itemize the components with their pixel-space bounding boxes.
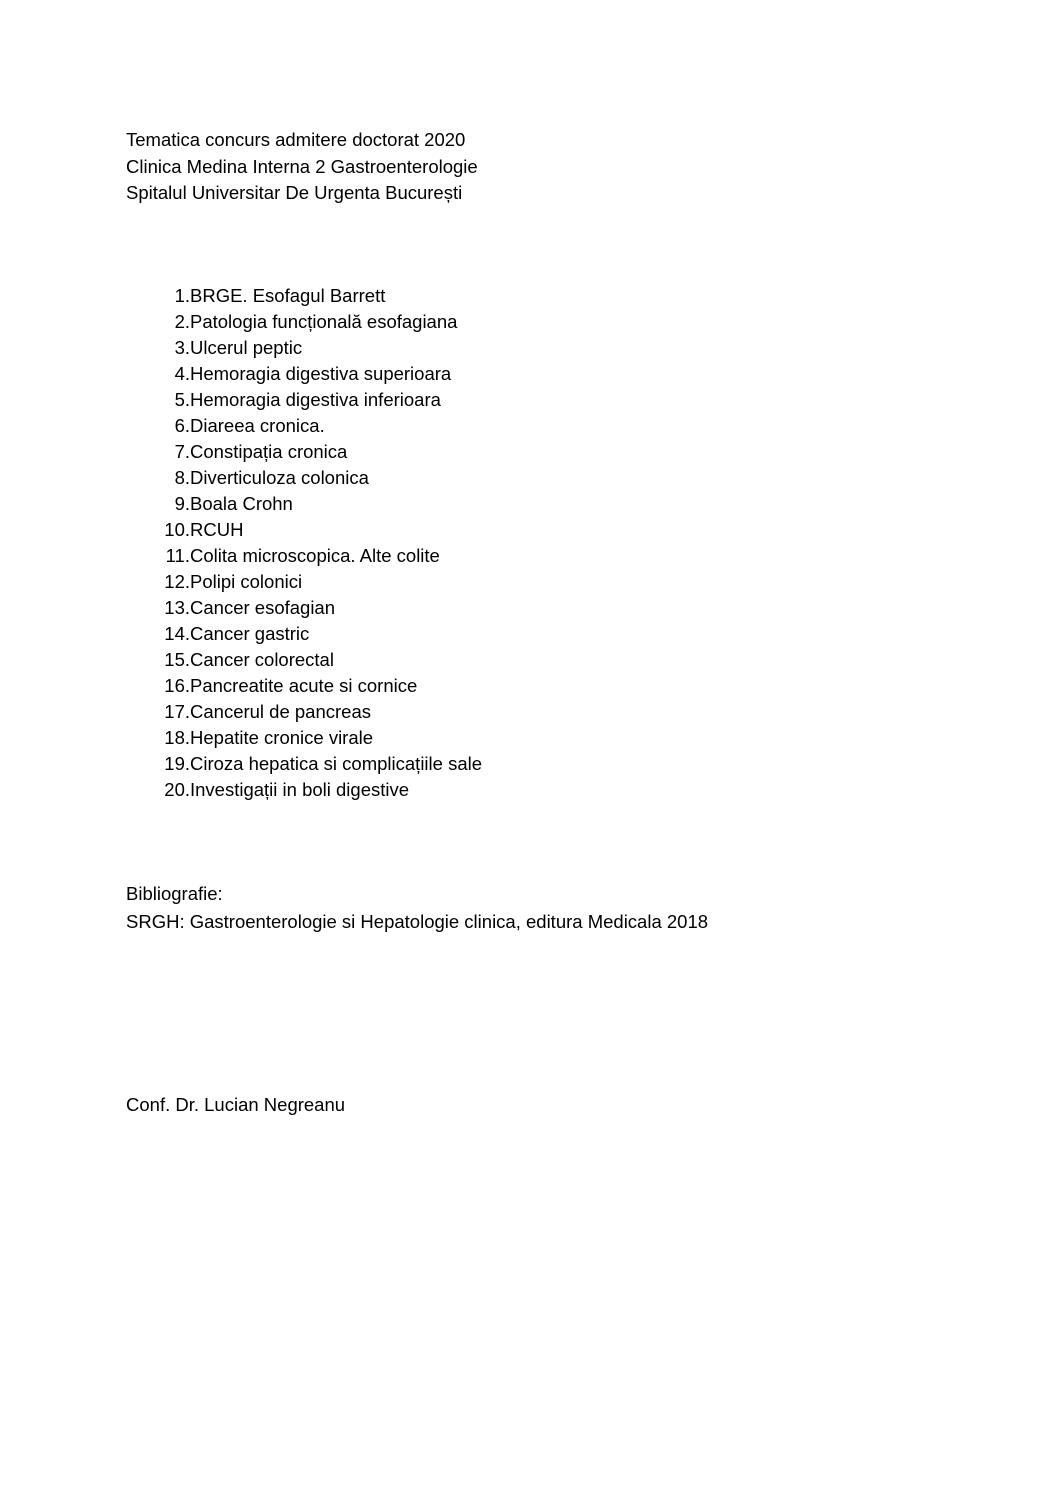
list-item xyxy=(150,413,482,439)
list-item xyxy=(150,569,482,595)
document-header xyxy=(126,127,478,207)
list-item xyxy=(150,777,482,803)
list-item xyxy=(150,699,482,725)
header-clinic: Clinica Medina Interna 2 Gastroenterologie xyxy=(126,155,478,177)
list-item-text: Hemoragia digestiva inferioara xyxy=(190,389,441,410)
list-item-number: 14. xyxy=(164,623,190,644)
bibliography-entry: SRGH: Gastroenterologie si Hepatologie clinica, editura Medicala 2018 xyxy=(126,911,709,932)
list-item-text: Patologia funcțională esofagiana xyxy=(190,311,458,332)
list-item-number: 15. xyxy=(164,649,190,670)
header-title: Tematica concurs admitere doctorat 2020 xyxy=(126,129,466,150)
list-item xyxy=(150,595,482,621)
list-item-text: Cancer colorectal xyxy=(190,649,334,670)
list-item xyxy=(150,361,482,387)
list-item-text: Boala Crohn xyxy=(190,493,293,514)
list-item-text: Hemoragia digestiva superioara xyxy=(190,363,452,384)
list-item-number: 16. xyxy=(164,675,190,696)
list-item-text: Diareea cronica. xyxy=(190,415,325,436)
list-item-number: 7. xyxy=(174,441,190,462)
list-item xyxy=(150,387,482,413)
list-item xyxy=(150,647,482,673)
list-item xyxy=(150,751,482,777)
list-item xyxy=(150,335,482,361)
list-item xyxy=(150,621,482,647)
signature: Conf. Dr. Lucian Negreanu xyxy=(126,1094,346,1115)
list-item xyxy=(150,543,482,569)
list-item-number: 10. xyxy=(164,519,190,540)
list-item-text: Pancreatite acute si cornice xyxy=(190,675,418,696)
list-item-number: 4. xyxy=(174,363,190,384)
list-item-text: Polipi colonici xyxy=(190,571,303,592)
list-item-number: 5. xyxy=(174,389,190,410)
list-item-number: 1. xyxy=(174,285,190,306)
list-item-number: 13. xyxy=(164,597,190,618)
list-item-text: RCUH xyxy=(190,519,244,540)
list-item-text: Colita microscopica. Alte colite xyxy=(190,545,440,566)
list-item xyxy=(150,673,482,699)
list-item-number: 9. xyxy=(174,493,190,514)
list-item-text: Diverticuloza colonica xyxy=(190,467,369,488)
list-item-text: Cancer esofagian xyxy=(190,597,336,618)
list-item xyxy=(150,491,482,517)
list-item-text: Cancer gastric xyxy=(190,623,310,644)
list-item-number: 17. xyxy=(164,701,190,722)
list-item-text: Constipația cronica xyxy=(190,441,348,462)
list-item-number: 19. xyxy=(164,753,190,774)
list-item xyxy=(150,517,482,543)
bibliography-label: Bibliografie: xyxy=(126,883,223,904)
list-item-text: Ciroza hepatica si complicațiile sale xyxy=(190,753,483,774)
list-item-text: Ulcerul peptic xyxy=(190,337,303,358)
list-item-text: Cancerul de pancreas xyxy=(190,701,371,722)
list-item xyxy=(150,725,482,751)
list-item-text: Investigații in boli digestive xyxy=(190,779,410,800)
list-item-number: 18. xyxy=(164,727,190,748)
list-item xyxy=(150,283,482,309)
list-item-number: 2. xyxy=(174,311,190,332)
list-item xyxy=(150,439,482,465)
list-item-text: Hepatite cronice virale xyxy=(190,727,374,748)
list-item xyxy=(150,309,482,335)
list-item-number: 3. xyxy=(174,337,190,358)
topic-list xyxy=(150,283,482,803)
list-item-number: 11. xyxy=(165,545,190,566)
list-item-text: BRGE. Esofagul Barrett xyxy=(190,285,386,306)
list-item-number: 12. xyxy=(164,571,190,592)
header-hospital: Spitalul Universitar De Urgenta București xyxy=(126,182,463,203)
list-item xyxy=(150,465,482,491)
list-item-number: 8. xyxy=(174,467,190,488)
list-item-number: 20. xyxy=(164,779,190,800)
list-item-number: 6. xyxy=(174,415,190,436)
bibliography xyxy=(126,880,708,936)
